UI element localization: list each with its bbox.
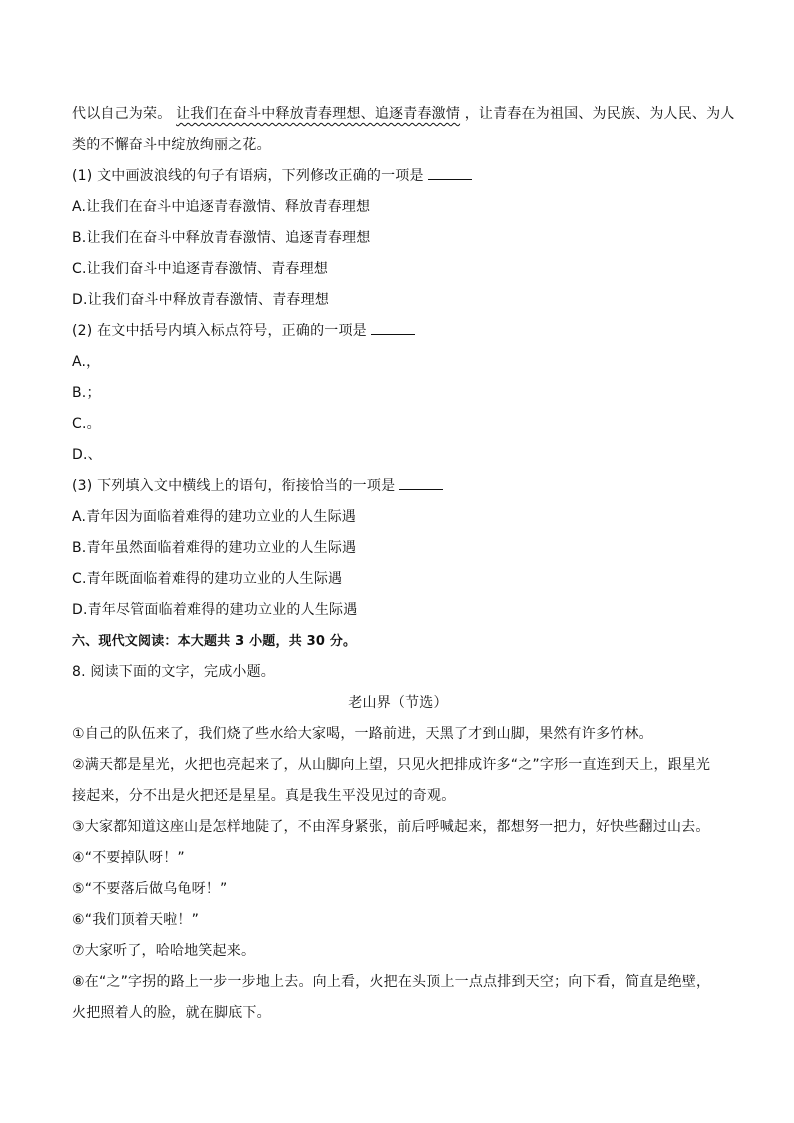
q2-option-d: D.、 <box>72 447 102 463</box>
passage-paragraph: 接起来，分不出是火把还是星星。真是我生平没见过的奇观。 <box>72 788 456 804</box>
passage-text: ，让青春在为祖国、为民族、为人民、为人 <box>464 106 735 122</box>
q3-option-b: B.青年虽然面临着难得的建功立业的人生际遇 <box>72 540 357 556</box>
q1-option-b: B.让我们在奋斗中释放青春激情、追逐青春理想 <box>72 230 371 246</box>
question-text: (1) 文中画波浪线的句子有语病，下列修改正确的一项是 <box>72 168 424 184</box>
passage-paragraph: ⑧在“之”字拐的路上一步一步地上去。向上看，火把在头顶上一点点排到天空；向下看，简直是绝壁， <box>72 974 711 990</box>
q2-option-b: B.； <box>72 385 101 401</box>
q3-option-a: A.青年因为面临着难得的建功立业的人生际遇 <box>72 509 356 525</box>
question-8-instruction: 8. 阅读下面的文字，完成小题。 <box>72 664 276 680</box>
q1-option-a: A.让我们在奋斗中追逐青春激情、释放青春理想 <box>72 199 371 215</box>
q3-option-d: D.青年尽管面临着难得的建功立业的人生际遇 <box>72 602 358 618</box>
passage-paragraph: ④“不要掉队呀！” <box>72 850 185 866</box>
q3-option-c: C.青年既面临着难得的建功立业的人生际遇 <box>72 571 343 587</box>
passage-paragraph: 火把照着人的脸，就在脚底下。 <box>72 1005 271 1021</box>
passage-paragraph: ⑥“我们顶着天啦！” <box>72 912 200 928</box>
passage-line-1 <box>72 99 735 130</box>
passage-paragraph: ①自己的队伍来了，我们烧了些水给大家喝，一路前进，天黑了才到山脚，果然有许多竹林。 <box>72 726 653 742</box>
q2-option-a: A.， <box>72 354 101 370</box>
answer-blank <box>428 165 472 180</box>
question-3-stem <box>72 471 724 502</box>
question-text: (3) 下列填入文中横线上的语句，衔接恰当的一项是 <box>72 478 396 494</box>
q2-option-c: C.。 <box>72 416 101 432</box>
passage-paragraph: ③大家都知道这座山是怎样地陡了，不由浑身紧张，前后呼喊起来，都想努一把力，好快些翻过山去。 <box>72 819 710 835</box>
wavy-underlined-sentence: 让我们在奋斗中释放青春理想、追逐青春激情 <box>176 106 461 122</box>
answer-blank <box>371 320 415 335</box>
passage-title: 老山界（节选） <box>348 695 448 711</box>
passage-paragraph: ⑦大家听了，哈哈地笑起来。 <box>72 943 256 959</box>
question-text: (2) 在文中括号内填入标点符号，正确的一项是 <box>72 323 367 339</box>
answer-blank <box>399 475 443 490</box>
section-heading: 六、现代文阅读：本大题共 3 小题，共 30 分。 <box>72 634 357 649</box>
passage-paragraph: ②满天都是星光，火把也亮起来了，从山脚向上望，只见火把排成许多“之”字形一直连到天上，跟星光 <box>72 757 711 773</box>
passage-paragraph: ⑤“不要落后做乌龟呀！” <box>72 881 228 897</box>
question-1-stem <box>72 161 724 192</box>
q1-option-d: D.让我们奋斗中释放青春激情、青春理想 <box>72 292 330 308</box>
passage-text: 代以自己为荣。 <box>72 106 172 122</box>
q1-option-c: C.让我们奋斗中追逐青春激情、青春理想 <box>72 261 329 277</box>
passage-line-2: 类的不懈奋斗中绽放绚丽之花。 <box>72 137 271 153</box>
question-2-stem <box>72 316 724 347</box>
document-page <box>72 99 735 1029</box>
